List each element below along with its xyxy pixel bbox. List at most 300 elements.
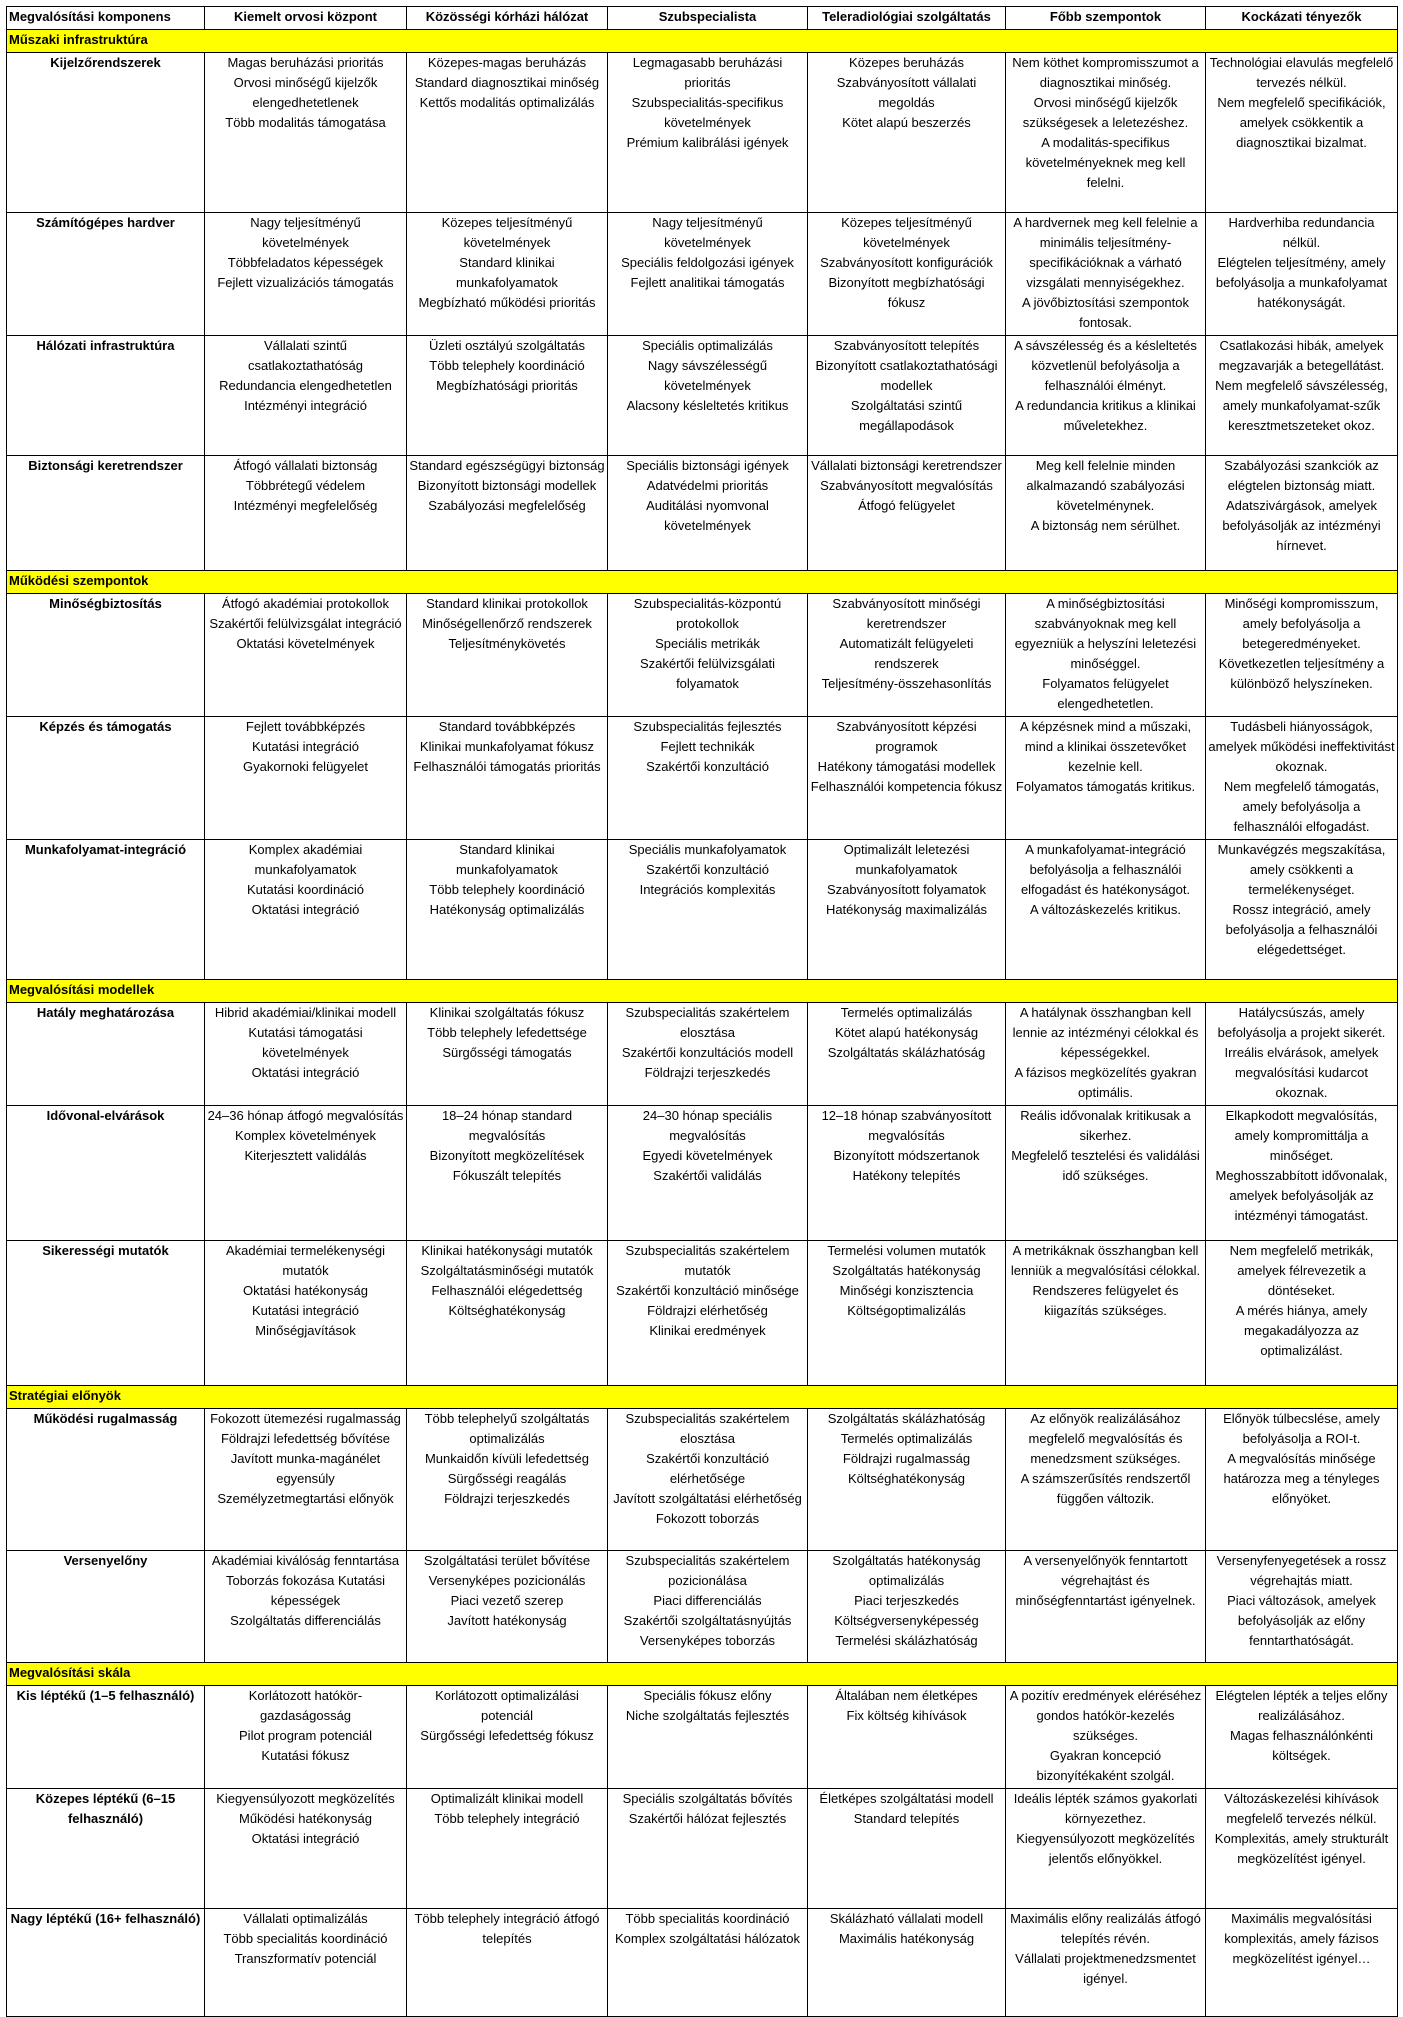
cell-line: Piaci változások, amelyek befolyásolják az előny fenntarthatóságát. <box>1227 1593 1376 1648</box>
cell-line: Rendszeres felügyelet és kiigazítás szükséges. <box>1032 1283 1179 1318</box>
cell-line: Szabványosított konfigurációk <box>820 255 993 270</box>
cell-subspecialist <box>608 1003 808 1106</box>
cell-line: Csatlakozási hibák, amelyek megzavarják a betegellátást. <box>1218 338 1385 373</box>
cell-line: Alacsony késleltetés kritikus <box>626 398 789 413</box>
row-label: Hatály meghatározása <box>7 1003 205 1106</box>
header-community-network: Közösségi kórházi hálózat <box>407 7 608 30</box>
cell-teleradiology <box>808 1789 1006 1909</box>
cell-risk-factors <box>1206 1551 1398 1663</box>
cell-line: Maximális hatékonyság <box>838 1931 975 1946</box>
cell-line: Reális idővonalak kritikusak a sikerhez. <box>1020 1108 1191 1143</box>
cell-line: Intézményi megfelelőség <box>233 498 378 513</box>
cell-line: Termelési skálázhatóság <box>835 1633 978 1648</box>
cell-line: Kutatási integráció <box>252 1303 359 1318</box>
cell-key-considerations <box>1006 1551 1206 1663</box>
cell-line: Több telephely integráció átfogó telepítés <box>414 1911 600 1946</box>
cell-line: Közepes teljesítményű követelmények <box>441 215 573 250</box>
cell-line: Megfelelő tesztelési és validálási idő szükséges. <box>1011 1148 1200 1183</box>
cell-line: Gyakran koncepció bizonyítékaként szolgál. <box>1036 1748 1175 1783</box>
cell-line: Közepes beruházás <box>849 55 964 70</box>
cell-line: Komplexitás, amely strukturált megközelítést igényel. <box>1214 1831 1389 1866</box>
cell-teleradiology <box>808 717 1006 840</box>
cell-line: A számszerűsítés rendszertől függően változik. <box>1020 1471 1191 1506</box>
row-label: Sikerességi mutatók <box>7 1241 205 1386</box>
cell-line: Kutatási integráció <box>252 739 359 754</box>
cell-risk-factors <box>1206 1909 1398 2017</box>
table-row <box>7 594 1398 717</box>
cell-line: Többrétegű védelem <box>245 478 366 493</box>
cell-line: Személyzetmegtartási előnyök <box>217 1491 394 1506</box>
cell-line: Nem megfelelő specifikációk, amelyek csökkentik a diagnosztikai bizalmat. <box>1217 95 1386 150</box>
cell-line: Redundancia elengedhetetlen <box>219 378 392 393</box>
cell-line: Sürgősségi reagálás <box>447 1471 567 1486</box>
cell-line: Szabványosított minőségi keretrendszer <box>832 596 981 631</box>
cell-line: Hatálycsúszás, amely befolyásolja a projekt sikerét. <box>1217 1005 1386 1040</box>
cell-line: Fókuszált telepítés <box>452 1168 562 1183</box>
cell-line: Vállalati szintű csatlakoztathatóság <box>248 338 363 373</box>
cell-subspecialist <box>608 53 808 213</box>
cell-line: Integrációs komplexitás <box>639 882 776 897</box>
cell-line: Niche szolgáltatás fejlesztés <box>625 1708 790 1723</box>
cell-line: A modalitás-specifikus követelményeknek meg kell felelni. <box>1025 135 1186 190</box>
cell-line: Adatszivárgások, amelyek befolyásolják az intézményi hírnevet. <box>1222 498 1381 553</box>
table-body <box>7 30 1398 2017</box>
cell-key-considerations <box>1006 1686 1206 1789</box>
cell-line: Nem megfelelő sávszélesség, amely munkafolyamat-szűk keresztmetszeteket okoz. <box>1215 378 1388 433</box>
cell-academic-center <box>205 1409 407 1551</box>
cell-line: Piaci terjeszkedés <box>854 1593 959 1608</box>
row-label: Kis léptékű (1–5 felhasználó) <box>7 1686 205 1789</box>
cell-academic-center <box>205 1686 407 1789</box>
cell-teleradiology <box>808 840 1006 980</box>
cell-line: Irreális elvárások, amelyek megvalósítási kudarcot okoznak. <box>1224 1045 1379 1100</box>
cell-key-considerations <box>1006 1106 1206 1241</box>
row-label: Hálózati infrastruktúra <box>7 336 205 456</box>
cell-academic-center <box>205 336 407 456</box>
cell-line: Skálázható vállalati modell <box>829 1911 984 1926</box>
cell-line: Szabványosított folyamatok <box>827 882 986 897</box>
cell-line: Földrajzi elérhetőség <box>647 1303 768 1318</box>
cell-line: Szubspecialitás szakértelem mutatók <box>625 1243 790 1278</box>
cell-line: Klinikai munkafolyamat fókusz <box>419 739 595 754</box>
header-academic-center: Kiemelt orvosi központ <box>205 7 407 30</box>
cell-line: Szolgáltatás skálázhatóság <box>827 1045 986 1060</box>
cell-line: Felhasználói támogatás prioritás <box>413 759 601 774</box>
cell-line: Több specialitás koordináció <box>223 1931 388 1946</box>
cell-line: A mérés hiánya, amely megakadályozza az optimalizálást. <box>1235 1303 1368 1358</box>
cell-community-network <box>407 1003 608 1106</box>
cell-line: Hardverhiba redundancia nélkül. <box>1228 215 1375 250</box>
cell-line: Speciális fókusz előny <box>643 1688 772 1703</box>
cell-subspecialist <box>608 1551 808 1663</box>
cell-line: Sürgősségi támogatás <box>442 1045 572 1060</box>
cell-teleradiology <box>808 1003 1006 1106</box>
cell-teleradiology <box>808 1686 1006 1789</box>
cell-community-network <box>407 336 608 456</box>
cell-line: Oktatási integráció <box>251 1831 360 1846</box>
cell-line: Szubspecialitás-központú protokollok <box>633 596 782 631</box>
cell-line: Auditálási nyomvonal követelmények <box>646 498 769 533</box>
cell-line: Kötet alapú hatékonyság <box>834 1025 979 1040</box>
cell-line: Komplex szolgáltatási hálózatok <box>615 1931 800 1946</box>
cell-line: Ideális lépték számos gyakorlati környezethez. <box>1013 1791 1198 1826</box>
cell-line: Kiegyensúlyozott megközelítés <box>216 1791 395 1806</box>
row-label: Kijelzőrendszerek <box>7 53 205 213</box>
cell-line: Fejlett továbbképzés <box>245 719 366 734</box>
cell-teleradiology <box>808 1409 1006 1551</box>
cell-key-considerations <box>1006 213 1206 336</box>
cell-line: Optimalizált leletezési munkafolyamatok <box>843 842 970 877</box>
cell-line: Kutatási támogatási követelmények <box>248 1025 363 1060</box>
cell-key-considerations <box>1006 1909 1206 2017</box>
cell-line: Hatékony támogatási modellek <box>817 759 996 774</box>
cell-academic-center <box>205 1106 407 1241</box>
cell-line: A sávszélesség és a késleltetés közvetlenül befolyásolja a felhasználói élményt. <box>1014 338 1197 393</box>
cell-risk-factors <box>1206 1106 1398 1241</box>
cell-line: Szabványosított megvalósítás <box>820 478 993 493</box>
cell-risk-factors <box>1206 1409 1398 1551</box>
cell-line: A biztonság nem sérülhet. <box>1030 518 1181 533</box>
row-label: Idővonal-elvárások <box>7 1106 205 1241</box>
cell-line: Szabályozási megfelelőség <box>428 498 586 513</box>
table-row <box>7 1106 1398 1241</box>
cell-line: Átfogó felügyelet <box>858 498 955 513</box>
cell-line: Átfogó vállalati biztonság <box>233 458 378 473</box>
cell-line: Költséghatékonyság <box>448 1303 566 1318</box>
cell-line: Teljesítménykövetés <box>448 636 566 651</box>
cell-risk-factors <box>1206 336 1398 456</box>
cell-line: Szolgáltatás differenciálás <box>230 1613 381 1628</box>
cell-line: Fokozott toborzás <box>655 1511 760 1526</box>
cell-line: Standard továbbképzés <box>438 719 576 734</box>
cell-key-considerations <box>1006 456 1206 571</box>
cell-line: Szakértői konzultáció <box>646 759 769 774</box>
cell-line: 18–24 hónap standard megvalósítás <box>441 1108 573 1143</box>
cell-line: Intézményi integráció <box>244 398 367 413</box>
cell-line: Nem megfelelő metrikák, amelyek félrevezetik a döntéseket. <box>1229 1243 1374 1298</box>
cell-line: Gyakornoki felügyelet <box>242 759 368 774</box>
header-teleradiology: Teleradiológiai szolgáltatás <box>808 7 1006 30</box>
cell-line: Több telephely integráció <box>434 1811 580 1826</box>
cell-line: Standard diagnosztikai minőség <box>414 75 600 90</box>
cell-line: Magas beruházási prioritás <box>227 55 384 70</box>
cell-subspecialist <box>608 1789 808 1909</box>
cell-line: Nagy sávszélességű követelmények <box>647 358 768 393</box>
cell-community-network <box>407 1241 608 1386</box>
cell-risk-factors <box>1206 1789 1398 1909</box>
cell-line: Speciális metrikák <box>655 636 760 651</box>
section-title: Műszaki infrastruktúra <box>7 30 1398 53</box>
cell-line: Szubspecialitás szakértelem pozicionálása <box>625 1553 790 1588</box>
cell-line: Szolgáltatás hatékonyság <box>832 1263 981 1278</box>
row-label: Számítógépes hardver <box>7 213 205 336</box>
cell-academic-center <box>205 717 407 840</box>
cell-line: Szakértői konzultáció minősége <box>616 1283 799 1298</box>
cell-line: Fejlett technikák <box>660 739 755 754</box>
cell-line: Minőségellenőrző rendszerek <box>422 616 592 631</box>
cell-line: Közepes-magas beruházás <box>427 55 587 70</box>
cell-line: Hatékony telepítés <box>852 1168 961 1183</box>
cell-line: Nagy teljesítményű követelmények <box>250 215 361 250</box>
cell-line: A metrikáknak összhangban kell lenniük a megvalósítási célokkal. <box>1010 1243 1201 1278</box>
cell-line: Fokozott ütemezési rugalmasság <box>210 1411 401 1426</box>
cell-subspecialist <box>608 1686 808 1789</box>
cell-line: Oktatási hatékonyság <box>242 1283 369 1298</box>
cell-line: Több telephely koordináció <box>429 882 585 897</box>
cell-line: Nagy teljesítményű követelmények <box>652 215 763 250</box>
cell-line: Szakértői konzultáció <box>646 862 769 877</box>
cell-line: Bizonyított megbízhatósági fókusz <box>828 275 985 310</box>
cell-line: Nem megfelelő támogatás, amely befolyásolja a felhasználói elfogadást. <box>1223 779 1380 834</box>
cell-risk-factors <box>1206 717 1398 840</box>
cell-community-network <box>407 594 608 717</box>
cell-line: Szakértői konzultáció elérhetősége <box>646 1451 769 1486</box>
cell-line: Standard klinikai munkafolyamatok <box>456 255 558 290</box>
cell-line: Egyedi követelmények <box>642 1148 773 1163</box>
cell-academic-center <box>205 213 407 336</box>
cell-line: Bizonyított megközelítések <box>429 1148 585 1163</box>
cell-teleradiology <box>808 594 1006 717</box>
cell-line: Szakértői hálózat fejlesztés <box>628 1811 787 1826</box>
cell-subspecialist <box>608 717 808 840</box>
cell-line: Általában nem életképes <box>835 1688 978 1703</box>
cell-risk-factors <box>1206 213 1398 336</box>
cell-line: Elkapkodott megvalósítás, amely kompromittálja a minőséget. <box>1225 1108 1378 1163</box>
cell-subspecialist <box>608 213 808 336</box>
cell-line: Meg kell felelnie minden alkalmazandó szabályozási követelménynek. <box>1026 458 1185 513</box>
table-row <box>7 840 1398 980</box>
cell-line: Teljesítmény-összehasonlítás <box>821 676 992 691</box>
cell-academic-center <box>205 53 407 213</box>
section-title: Megvalósítási modellek <box>7 980 1398 1003</box>
cell-key-considerations <box>1006 1241 1206 1386</box>
cell-line: Nem köthet kompromisszumot a diagnosztikai minőség. <box>1012 55 1199 90</box>
cell-academic-center <box>205 840 407 980</box>
cell-teleradiology <box>808 53 1006 213</box>
cell-line: Folyamatos felügyelet elengedhetetlen. <box>1042 676 1169 711</box>
cell-line: Szabályozási szankciók az elégtelen biztonság miatt. <box>1224 458 1379 493</box>
row-label: Biztonsági keretrendszer <box>7 456 205 571</box>
cell-line: Előnyök túlbecslése, amely befolyásolja a ROI-t. <box>1223 1411 1380 1446</box>
cell-line: Legmagasabb beruházási prioritás <box>632 55 783 90</box>
cell-line: Oktatási integráció <box>251 1065 360 1080</box>
cell-line: Maximális előny realizálás átfogó telepítés révén. <box>1010 1911 1201 1946</box>
cell-subspecialist <box>608 1409 808 1551</box>
cell-community-network <box>407 456 608 571</box>
cell-academic-center <box>205 1241 407 1386</box>
cell-risk-factors <box>1206 1686 1398 1789</box>
section-row <box>7 1386 1398 1409</box>
cell-line: Megbízhatósági prioritás <box>436 378 578 393</box>
cell-line: Átfogó akadémiai protokollok <box>222 596 389 611</box>
cell-subspecialist <box>608 336 808 456</box>
cell-line: Klinikai eredmények <box>649 1323 766 1338</box>
cell-line: A jövőbiztosítási szempontok fontosak. <box>1022 295 1189 330</box>
row-label: Minőségbiztosítás <box>7 594 205 717</box>
cell-line: Transzformatív potenciál <box>234 1951 377 1966</box>
cell-line: Sürgősségi lefedettség fókusz <box>420 1728 594 1743</box>
table-row <box>7 336 1398 456</box>
cell-teleradiology <box>808 1106 1006 1241</box>
cell-academic-center <box>205 1909 407 2017</box>
cell-line: Standard klinikai munkafolyamatok <box>456 842 558 877</box>
table-row <box>7 1686 1398 1789</box>
cell-community-network <box>407 1686 608 1789</box>
cell-line: Klinikai szolgáltatás fókusz <box>429 1005 585 1020</box>
cell-line: Elégtelen lépték a teljes előny realizálásához. <box>1215 1688 1388 1723</box>
cell-line: Szakértői konzultációs modell <box>621 1045 794 1060</box>
cell-subspecialist <box>608 1909 808 2017</box>
cell-line: Felhasználói kompetencia fókusz <box>810 779 1003 794</box>
table-row <box>7 1789 1398 1909</box>
cell-teleradiology <box>808 336 1006 456</box>
cell-line: Oktatási integráció <box>251 902 360 917</box>
cell-line: Termelés optimalizálás <box>840 1431 973 1446</box>
cell-line: Szakértői felülvizsgálati folyamatok <box>639 656 776 691</box>
cell-line: Kiegyensúlyozott megközelítés jelentős előnyökkel. <box>1016 1831 1195 1866</box>
cell-academic-center <box>205 594 407 717</box>
row-label: Képzés és támogatás <box>7 717 205 840</box>
cell-line: Minőségjavítások <box>255 1323 356 1338</box>
cell-line: Földrajzi terjeszkedés <box>444 1491 570 1506</box>
cell-line: A pozitív eredmények eléréséhez gondos hatókör-kezelés szükséges. <box>1009 1688 1202 1743</box>
cell-line: Több modalitás támogatása <box>225 115 386 130</box>
cell-line: Versenyképes toborzás <box>639 1633 776 1648</box>
cell-line: Több specialitás koordináció <box>625 1911 790 1926</box>
cell-line: Prémium kalibrálási igények <box>626 135 789 150</box>
cell-line: Kutatási koordináció <box>246 882 365 897</box>
row-label: Munkafolyamat-integráció <box>7 840 205 980</box>
cell-risk-factors <box>1206 53 1398 213</box>
cell-key-considerations <box>1006 53 1206 213</box>
cell-risk-factors <box>1206 840 1398 980</box>
cell-teleradiology <box>808 1241 1006 1386</box>
cell-line: Versenyfenyegetések a rossz végrehajtás miatt. <box>1216 1553 1387 1588</box>
cell-line: Piaci vezető szerep <box>450 1593 564 1608</box>
cell-key-considerations <box>1006 1409 1206 1551</box>
cell-community-network <box>407 1909 608 2017</box>
cell-line: Szabványosított képzési programok <box>836 719 977 754</box>
cell-line: Folyamatos támogatás kritikus. <box>1015 779 1196 794</box>
cell-line: Az előnyök realizálásához megfelelő megvalósítás és menedzsment szükséges. <box>1028 1411 1183 1466</box>
cell-community-network <box>407 717 608 840</box>
cell-line: 24–36 hónap átfogó megvalósítás <box>207 1108 404 1123</box>
cell-line: Üzleti osztályú szolgáltatás <box>428 338 586 353</box>
cell-line: Kötet alapú beszerzés <box>842 115 971 130</box>
cell-line: Rossz integráció, amely befolyásolja a felhasználói elégedettséget. <box>1225 902 1378 957</box>
cell-line: Fejlett analitikai támogatás <box>630 275 785 290</box>
cell-line: Fejlett vizualizációs támogatás <box>217 275 394 290</box>
cell-line: Vállalati projektmenedzsmentet igényel. <box>1015 1951 1196 1986</box>
cell-line: Vállalati biztonsági keretrendszer <box>811 458 1002 473</box>
cell-line: Több telephely koordináció <box>429 358 585 373</box>
cell-risk-factors <box>1206 456 1398 571</box>
cell-key-considerations <box>1006 840 1206 980</box>
cell-line: Szubspecialitás-specifikus követelmények <box>631 95 784 130</box>
cell-line: Piaci differenciálás <box>653 1593 762 1608</box>
row-label: Nagy léptékű (16+ felhasználó) <box>7 1909 205 2017</box>
cell-key-considerations <box>1006 594 1206 717</box>
cell-line: Szakértői validálás <box>653 1168 762 1183</box>
cell-key-considerations <box>1006 1789 1206 1909</box>
cell-academic-center <box>205 456 407 571</box>
cell-teleradiology <box>808 1909 1006 2017</box>
cell-line: 12–18 hónap szabványosított megvalósítás <box>821 1108 992 1143</box>
cell-teleradiology <box>808 456 1006 571</box>
cell-line: Korlátozott optimalizálási potenciál <box>435 1688 579 1723</box>
cell-line: Szolgáltatás skálázhatóság <box>827 1411 986 1426</box>
cell-line: Pilot program potenciál <box>239 1728 372 1743</box>
cell-line: A redundancia kritikus a klinikai műveletekhez. <box>1015 398 1196 433</box>
cell-line: Szabványosított telepítés <box>833 338 980 353</box>
cell-line: Maximális megvalósítási komplexitás, amely fázisos megközelítést igényel… <box>1224 1911 1379 1966</box>
section-title: Megvalósítási skála <box>7 1663 1398 1686</box>
cell-line: Munkaidőn kívüli lefedettség <box>424 1451 590 1466</box>
cell-line: Hibrid akadémiai/klinikai modell <box>214 1005 397 1020</box>
cell-line: Termelési volumen mutatók <box>827 1243 986 1258</box>
cell-line: Javított munka-magánélet egyensúly <box>230 1451 381 1486</box>
cell-line: Munkavégzés megszakítása, amely csökkenti a termelékenységet. <box>1217 842 1386 897</box>
cell-key-considerations <box>1006 336 1206 456</box>
cell-line: Standard klinikai protokollok <box>426 596 588 611</box>
table-row <box>7 53 1398 213</box>
section-row <box>7 571 1398 594</box>
cell-subspecialist <box>608 594 808 717</box>
cell-line: Tudásbeli hiányosságok, amelyek működési ineffektivitást okoznak. <box>1208 719 1395 774</box>
cell-line: Speciális feldolgozási igények <box>621 255 794 270</box>
cell-line: A versenyelőnyök fenntartott végrehajtást és minőségfenntartást igényelnek. <box>1015 1553 1196 1608</box>
section-row <box>7 1663 1398 1686</box>
cell-line: Technológiai elavulás megfelelő tervezés nélkül. <box>1209 55 1394 90</box>
cell-line: Standard egészségügyi biztonság <box>409 458 605 473</box>
cell-line: Bizonyított biztonsági modellek <box>417 478 597 493</box>
cell-subspecialist <box>608 456 808 571</box>
cell-line: Javított szolgáltatási elérhetőség <box>613 1491 802 1506</box>
section-title: Működési szempontok <box>7 571 1398 594</box>
table-row <box>7 717 1398 840</box>
cell-line: Kiterjesztett validálás <box>244 1148 367 1163</box>
table-row <box>7 1409 1398 1551</box>
cell-line: Toborzás fokozása Kutatási képességek <box>226 1573 385 1608</box>
cell-line: Szolgáltatásminőségi mutatók <box>420 1263 594 1278</box>
header-component: Megvalósítási komponens <box>7 7 205 30</box>
row-label: Versenyelőny <box>7 1551 205 1663</box>
cell-line: Orvosi minőségű kijelzők szükségesek a leletezéshez. <box>1022 95 1189 130</box>
cell-line: Termelés optimalizálás <box>840 1005 973 1020</box>
cell-line: Közepes teljesítményű követelmények <box>841 215 972 250</box>
header-row <box>7 7 1398 30</box>
cell-line: Meghosszabbított idővonalak, amelyek befolyásolják az intézményi támogatást. <box>1215 1168 1388 1223</box>
table-row <box>7 456 1398 571</box>
cell-line: Akadémiai termelékenységi mutatók <box>226 1243 385 1278</box>
cell-line: Speciális munkafolyamatok <box>628 842 787 857</box>
table-row <box>7 213 1398 336</box>
cell-line: Speciális optimalizálás <box>642 338 773 353</box>
cell-line: Több telephely lefedettsége <box>427 1025 587 1040</box>
cell-community-network <box>407 1551 608 1663</box>
cell-community-network <box>407 1409 608 1551</box>
cell-line: Komplex követelmények <box>235 1128 376 1143</box>
header-subspecialist: Szubspecialista <box>608 7 808 30</box>
cell-line: Költségoptimalizálás <box>847 1303 966 1318</box>
cell-line: Szakértői felülvizsgálat integráció <box>209 616 402 631</box>
cell-line: Kettős modalitás optimalizálás <box>419 95 595 110</box>
row-label: Közepes léptékű (6–15 felhasználó) <box>7 1789 205 1909</box>
cell-line: Speciális szolgáltatás bővítés <box>622 1791 793 1806</box>
cell-subspecialist <box>608 840 808 980</box>
table-row <box>7 1551 1398 1663</box>
cell-line: Minőségi kompromisszum, amely befolyásolja a betegeredményeket. <box>1224 596 1379 651</box>
